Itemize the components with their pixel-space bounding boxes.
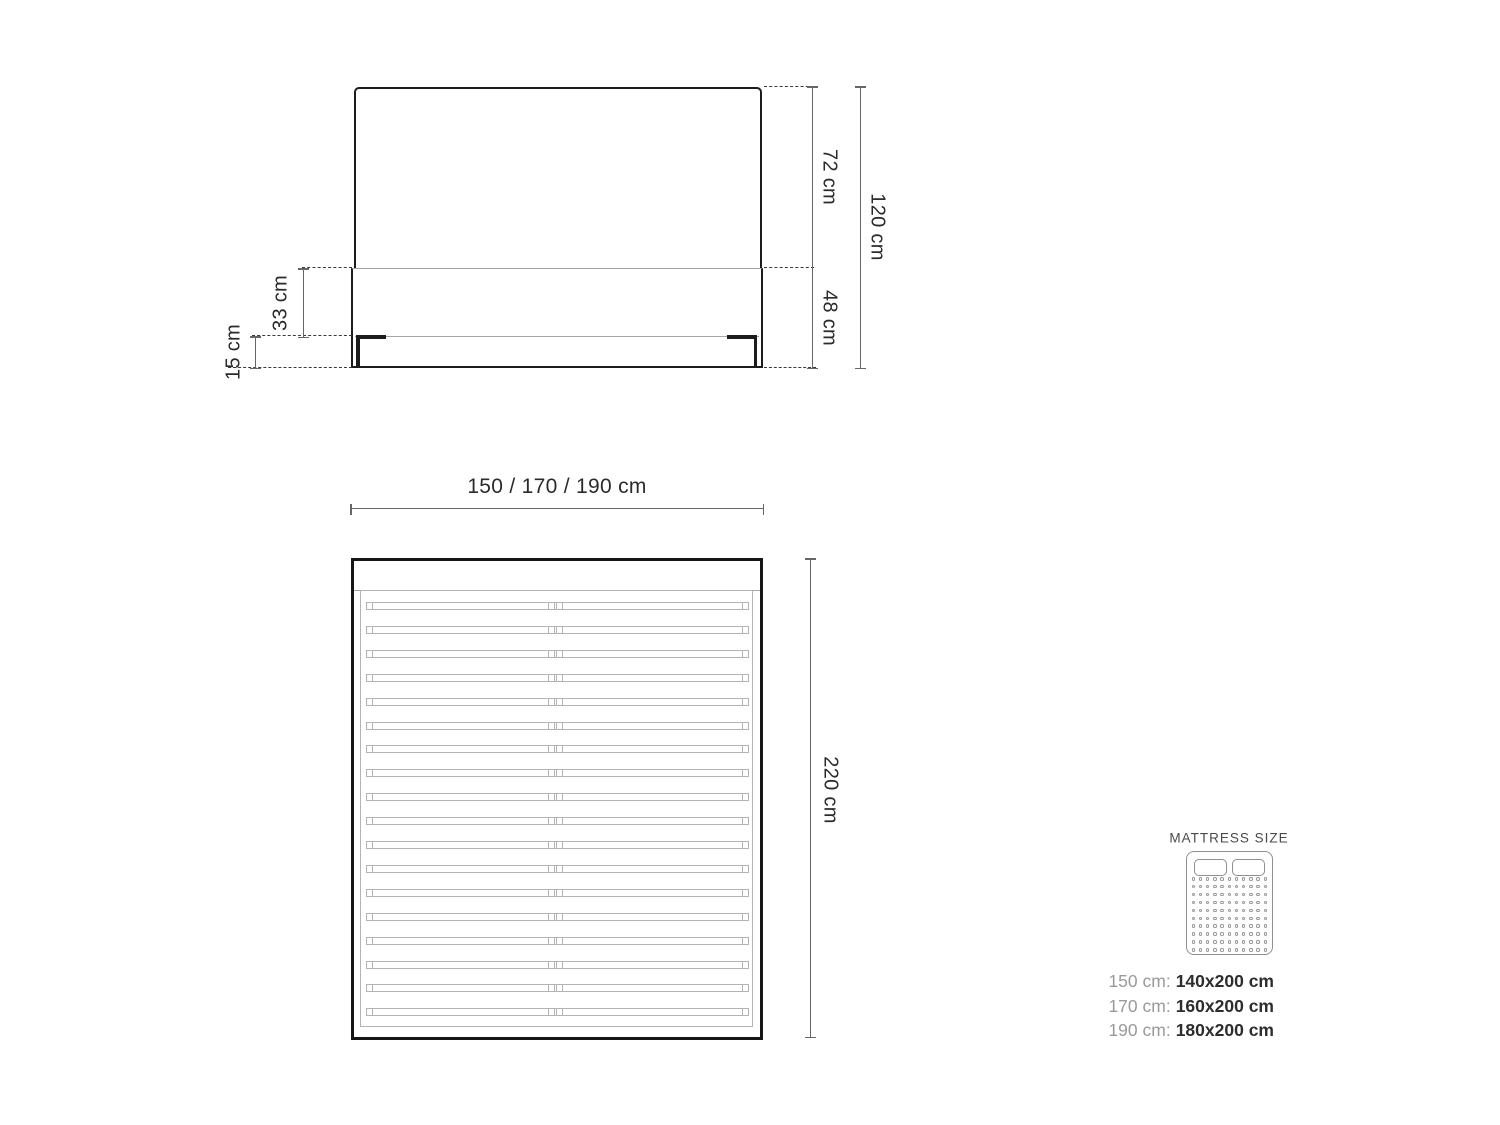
tuft-dot: [1256, 909, 1260, 913]
tuft-dot: [1220, 885, 1224, 889]
tuft-dot: [1199, 924, 1203, 928]
tuft-dot: [1192, 893, 1196, 897]
dim-label-72cm: 72 cm: [818, 149, 841, 205]
slat: [366, 650, 749, 658]
tuft-dot: [1206, 885, 1210, 889]
tuft-dot: [1228, 917, 1232, 921]
tuft-dot: [1242, 901, 1246, 905]
mattress-size-row: [1040, 970, 1274, 992]
tuft-dot: [1235, 917, 1239, 921]
slat-holder: [366, 889, 373, 897]
tuft-dot: [1242, 909, 1246, 913]
slat: [366, 745, 749, 753]
slat-holder: [742, 841, 749, 849]
tuft-dot: [1228, 940, 1232, 944]
tuft-dot: [1264, 885, 1268, 889]
tuft-dot: [1206, 940, 1210, 944]
slat-holder: [548, 674, 555, 682]
tuft-dot: [1264, 924, 1268, 928]
slat-holder: [556, 984, 563, 992]
slat-holder: [742, 698, 749, 706]
slat-holder: [366, 793, 373, 801]
slat-holder: [366, 817, 373, 825]
tuft-dot: [1220, 940, 1224, 944]
tuft-dot: [1256, 924, 1260, 928]
tuft-dot: [1256, 932, 1260, 936]
tuft-dot: [1206, 909, 1210, 913]
tuft-dot: [1213, 909, 1217, 913]
tuft-dot: [1220, 877, 1224, 881]
slat: [366, 937, 749, 945]
dim-label-220cm: 220 cm: [819, 756, 842, 824]
tuft-dot: [1228, 901, 1232, 905]
dim-label-48cm: 48 cm: [818, 290, 841, 346]
tuft-dot: [1220, 909, 1224, 913]
tuft-dot: [1192, 940, 1196, 944]
slat-holder: [742, 913, 749, 921]
tuft-dot: [1199, 948, 1203, 952]
tuft-dot: [1192, 924, 1196, 928]
slat-holder: [366, 745, 373, 753]
bed-base-outline: [351, 268, 763, 368]
tuft-dot: [1242, 924, 1246, 928]
tuft-dot: [1264, 909, 1268, 913]
slat-holder: [366, 913, 373, 921]
tuft-dot: [1256, 877, 1260, 881]
tuft-dot: [1256, 917, 1260, 921]
tuft-dot: [1213, 901, 1217, 905]
tuft-dot: [1235, 877, 1239, 881]
tuft-dot: [1249, 917, 1253, 921]
tuft-dot: [1220, 948, 1224, 952]
mattress-size-title: MATTRESS SIZE: [1169, 830, 1289, 846]
tuft-dot: [1256, 901, 1260, 905]
slat-holder: [548, 650, 555, 658]
slat-holder: [742, 984, 749, 992]
dimension-line-72-48: [812, 87, 813, 368]
slat-holder: [556, 961, 563, 969]
tuft-dot: [1235, 885, 1239, 889]
slat-holder: [366, 961, 373, 969]
mattress-size-row: [1040, 1019, 1274, 1041]
tuft-dot: [1264, 932, 1268, 936]
slat-holder: [548, 698, 555, 706]
tuft-dot: [1192, 885, 1196, 889]
slat-holder: [556, 841, 563, 849]
slat-holder: [742, 674, 749, 682]
slat-holder: [548, 913, 555, 921]
tuft-dot: [1213, 885, 1217, 889]
tuft-dot: [1235, 932, 1239, 936]
mattress-icon: [1186, 851, 1273, 955]
slat-holder: [742, 817, 749, 825]
slat-holder: [556, 913, 563, 921]
tuft-dot: [1199, 909, 1203, 913]
slat-holder: [548, 817, 555, 825]
slat-holder: [366, 1008, 373, 1016]
tuft-dot: [1220, 901, 1224, 905]
tuft-dot: [1213, 877, 1217, 881]
tuft-dot: [1206, 893, 1210, 897]
tuft-dot: [1192, 948, 1196, 952]
slat-holder: [556, 817, 563, 825]
tuft-dot: [1206, 901, 1210, 905]
slat-holder: [742, 626, 749, 634]
slat-holder: [556, 602, 563, 610]
slat-holder: [548, 769, 555, 777]
tuft-dot: [1206, 917, 1210, 921]
size-row-value: 180x200 cm: [1175, 1020, 1274, 1040]
tuft-dot: [1242, 948, 1246, 952]
dim-label-120cm: 120 cm: [866, 193, 889, 261]
tuft-dot: [1235, 924, 1239, 928]
bed-plan-outline: [351, 558, 763, 1040]
tuft-dot: [1264, 893, 1268, 897]
slat-holder: [366, 865, 373, 873]
slat-holder: [366, 984, 373, 992]
tuft-dot: [1242, 932, 1246, 936]
mattress-size-row: [1040, 995, 1274, 1017]
tuft-dot: [1249, 893, 1253, 897]
tuft-dot: [1220, 893, 1224, 897]
tuft-dot: [1199, 877, 1203, 881]
tuft-dot: [1235, 893, 1239, 897]
tuft-dot: [1235, 948, 1239, 952]
tuft-dot: [1242, 940, 1246, 944]
tuft-dot: [1206, 877, 1210, 881]
tuft-dot: [1249, 877, 1253, 881]
slat: [366, 722, 749, 730]
slat-holder: [548, 602, 555, 610]
slat: [366, 793, 749, 801]
tuft-dot: [1256, 885, 1260, 889]
dashed-reference-line: [764, 267, 814, 268]
slat-holder: [742, 793, 749, 801]
slat-holder: [742, 889, 749, 897]
slat-holder: [548, 865, 555, 873]
tuft-dot: [1228, 885, 1232, 889]
slat-holder: [366, 722, 373, 730]
tuft-dot: [1249, 932, 1253, 936]
size-row-label: 170 cm:: [1108, 996, 1171, 1016]
slat-holder: [548, 889, 555, 897]
slat-holder: [556, 769, 563, 777]
slat-holder: [556, 889, 563, 897]
tuft-dot: [1256, 940, 1260, 944]
tuft-dot: [1213, 948, 1217, 952]
tuft-dot: [1199, 901, 1203, 905]
slat: [366, 984, 749, 992]
tuft-dot: [1264, 940, 1268, 944]
slat-holder: [742, 1008, 749, 1016]
leg-left: [356, 335, 386, 339]
tuft-dot: [1264, 901, 1268, 905]
pillow-icon: [1194, 859, 1227, 876]
tuft-dot: [1206, 924, 1210, 928]
slat-holder: [742, 961, 749, 969]
slat-holder: [742, 745, 749, 753]
tuft-dot: [1213, 917, 1217, 921]
tuft-dot: [1220, 924, 1224, 928]
slat-holder: [366, 674, 373, 682]
slat-holder: [556, 722, 563, 730]
tuft-dot: [1249, 909, 1253, 913]
slat-holder: [556, 650, 563, 658]
leg-left: [356, 335, 360, 368]
headboard-outline: [354, 87, 762, 268]
tuft-dot: [1199, 885, 1203, 889]
size-row-value: 160x200 cm: [1175, 996, 1274, 1016]
slat-holder: [366, 650, 373, 658]
slat-holder: [548, 722, 555, 730]
slat-holder: [556, 698, 563, 706]
tuft-dot: [1242, 917, 1246, 921]
slat-holder: [742, 650, 749, 658]
tuft-dot: [1228, 948, 1232, 952]
tuft-dot: [1228, 877, 1232, 881]
dimension-line-220: [810, 559, 811, 1037]
size-row-label: 190 cm:: [1108, 1020, 1171, 1040]
tuft-dot: [1242, 885, 1246, 889]
slat-holder: [548, 841, 555, 849]
slat: [366, 961, 749, 969]
slat-holder: [366, 602, 373, 610]
tuft-dot: [1249, 924, 1253, 928]
slat: [366, 626, 749, 634]
tuft-dot: [1235, 901, 1239, 905]
dimension-line-33: [303, 269, 304, 337]
slat-holder: [548, 937, 555, 945]
slat-holder: [742, 769, 749, 777]
slat-holder: [548, 745, 555, 753]
dimension-line-15: [255, 337, 256, 368]
dim-label-33cm: 33 cm: [269, 275, 292, 331]
slat: [366, 698, 749, 706]
dim-label-width: 150 / 170 / 190 cm: [467, 475, 647, 498]
slat: [366, 769, 749, 777]
slat: [366, 602, 749, 610]
tuft-dot: [1199, 940, 1203, 944]
size-row-value: 140x200 cm: [1175, 971, 1274, 991]
slat-holder: [556, 1008, 563, 1016]
tuft-dot: [1228, 924, 1232, 928]
slat-holder: [742, 602, 749, 610]
leg-right: [727, 335, 757, 339]
tuft-dot: [1192, 909, 1196, 913]
dim-label-15cm: 15 cm: [222, 324, 245, 380]
slat-holder: [556, 626, 563, 634]
slat-holder: [556, 745, 563, 753]
pillow-icon: [1232, 859, 1265, 876]
slat-holder: [556, 865, 563, 873]
slat: [366, 817, 749, 825]
slat: [366, 1008, 749, 1016]
slat: [366, 674, 749, 682]
tuft-dot: [1213, 932, 1217, 936]
tuft-dot: [1228, 893, 1232, 897]
tuft-dot: [1220, 917, 1224, 921]
tuft-dot: [1249, 948, 1253, 952]
tuft-dot: [1264, 877, 1268, 881]
size-row-label: 150 cm:: [1108, 971, 1171, 991]
slat-holder: [548, 961, 555, 969]
slat-holder: [556, 674, 563, 682]
slat-holder: [366, 769, 373, 777]
slat-holder: [742, 937, 749, 945]
tuft-dot: [1249, 901, 1253, 905]
tuft-dot: [1249, 885, 1253, 889]
slat-holder: [556, 937, 563, 945]
tuft-dot: [1192, 917, 1196, 921]
tuft-dot: [1242, 893, 1246, 897]
slat: [366, 841, 749, 849]
tuft-dot: [1264, 917, 1268, 921]
tuft-dot: [1220, 932, 1224, 936]
slat-holder: [366, 937, 373, 945]
slat-holder: [742, 722, 749, 730]
slat-holder: [548, 1008, 555, 1016]
slat-holder: [556, 793, 563, 801]
dimension-line-width: [351, 508, 763, 509]
dashed-reference-line: [302, 267, 352, 268]
slat-holder: [366, 626, 373, 634]
dimension-line-120: [860, 87, 861, 368]
dashed-reference-line: [228, 367, 352, 368]
tuft-dot: [1213, 940, 1217, 944]
tuft-dot: [1235, 940, 1239, 944]
tuft-dot: [1199, 932, 1203, 936]
tuft-dot: [1199, 917, 1203, 921]
slat: [366, 913, 749, 921]
leg-right: [754, 335, 758, 368]
slat-holder: [366, 841, 373, 849]
tuft-dot: [1192, 877, 1196, 881]
slat-holder: [742, 865, 749, 873]
tuft-dot: [1242, 877, 1246, 881]
slat-holder: [366, 698, 373, 706]
slat-holder: [548, 793, 555, 801]
base-inner-line: [355, 336, 759, 337]
tuft-dot: [1228, 932, 1232, 936]
tuft-dot: [1256, 948, 1260, 952]
tuft-dot: [1235, 909, 1239, 913]
slat-holder: [548, 626, 555, 634]
tuft-dot: [1213, 893, 1217, 897]
tuft-dot: [1213, 924, 1217, 928]
tuft-dot: [1228, 909, 1232, 913]
slat-holder: [548, 984, 555, 992]
tuft-dot: [1192, 932, 1196, 936]
tuft-dot: [1206, 932, 1210, 936]
tuft-dot: [1192, 901, 1196, 905]
tuft-dot: [1249, 940, 1253, 944]
tuft-dot: [1199, 893, 1203, 897]
tuft-dot: [1264, 948, 1268, 952]
slat: [366, 865, 749, 873]
tuft-dot: [1256, 893, 1260, 897]
slat: [366, 889, 749, 897]
tuft-dot: [1206, 948, 1210, 952]
